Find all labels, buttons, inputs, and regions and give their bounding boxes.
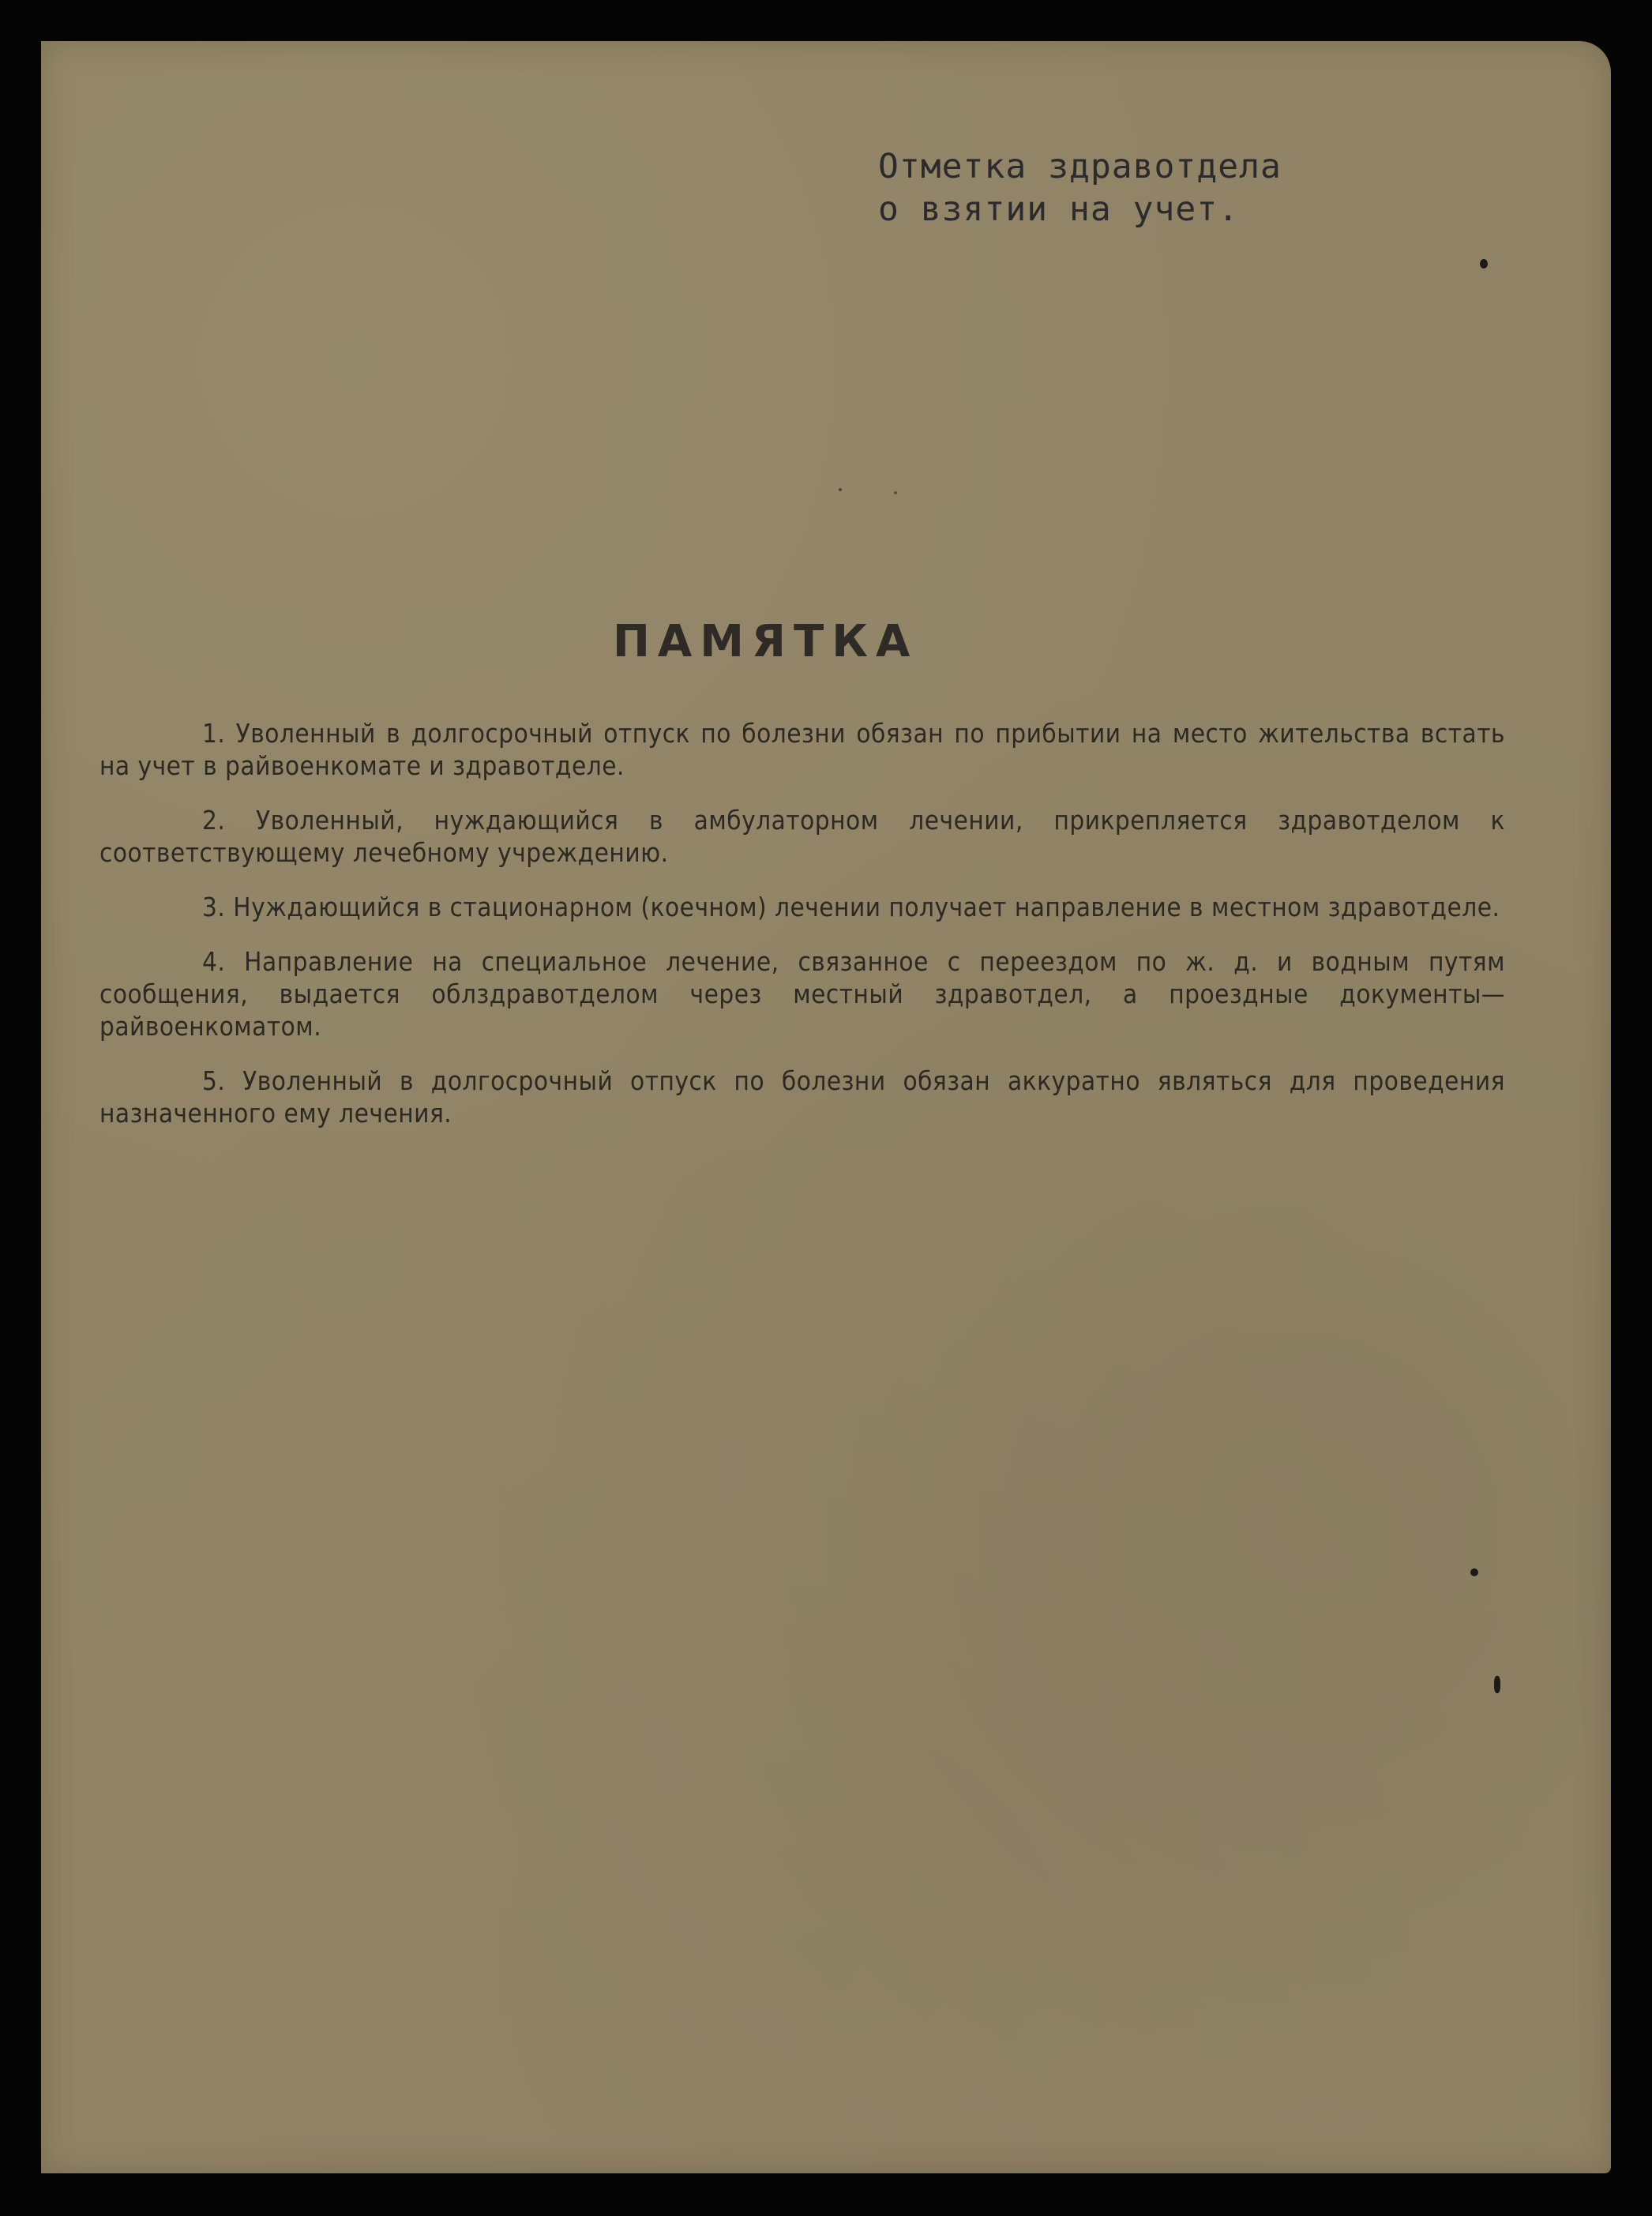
memo-item-2: 2. Уволенный, нуждающийся в амбулаторном лечении, прикрепляется здравотделом к соответствующему лечебному учреждению. <box>99 805 1505 868</box>
memo-title: ПАМЯТКА <box>613 616 918 667</box>
memo-item-4: 4. Направление на специальное лечение, связанное с переездом по ж. д. и водным путям сообщения, выдается облздравотделом через местный здравотдел, а проездные документы—райвоенкоматом. <box>99 946 1505 1042</box>
document-sheet <box>41 41 1611 2173</box>
memo-item-5: 5. Уволенный в долгосрочный отпуск по болезни обязан аккуратно являться для проведения назначенного ему лечения. <box>99 1065 1505 1129</box>
ink-speck <box>1470 1568 1478 1576</box>
health-department-note-line1: Отметка здравотдела <box>878 147 1282 186</box>
ink-speck <box>1480 259 1488 269</box>
memo-list <box>99 717 1505 1151</box>
ink-speck <box>1494 1676 1500 1693</box>
memo-item-3: 3. Нуждающийся в стационарном (коечном) лечении получает направление в местном здравотделе. <box>202 892 1500 922</box>
ink-speck <box>894 491 897 494</box>
health-department-note-line2: о взятии на учет. <box>878 190 1240 229</box>
ink-speck <box>839 488 842 491</box>
memo-item-1: 1. Уволенный в долгосрочный отпуск по болезни обязан по прибытии на место жительства встать на учет в райвоенкомате и здравотделе. <box>99 718 1505 781</box>
health-department-note <box>878 145 1282 231</box>
